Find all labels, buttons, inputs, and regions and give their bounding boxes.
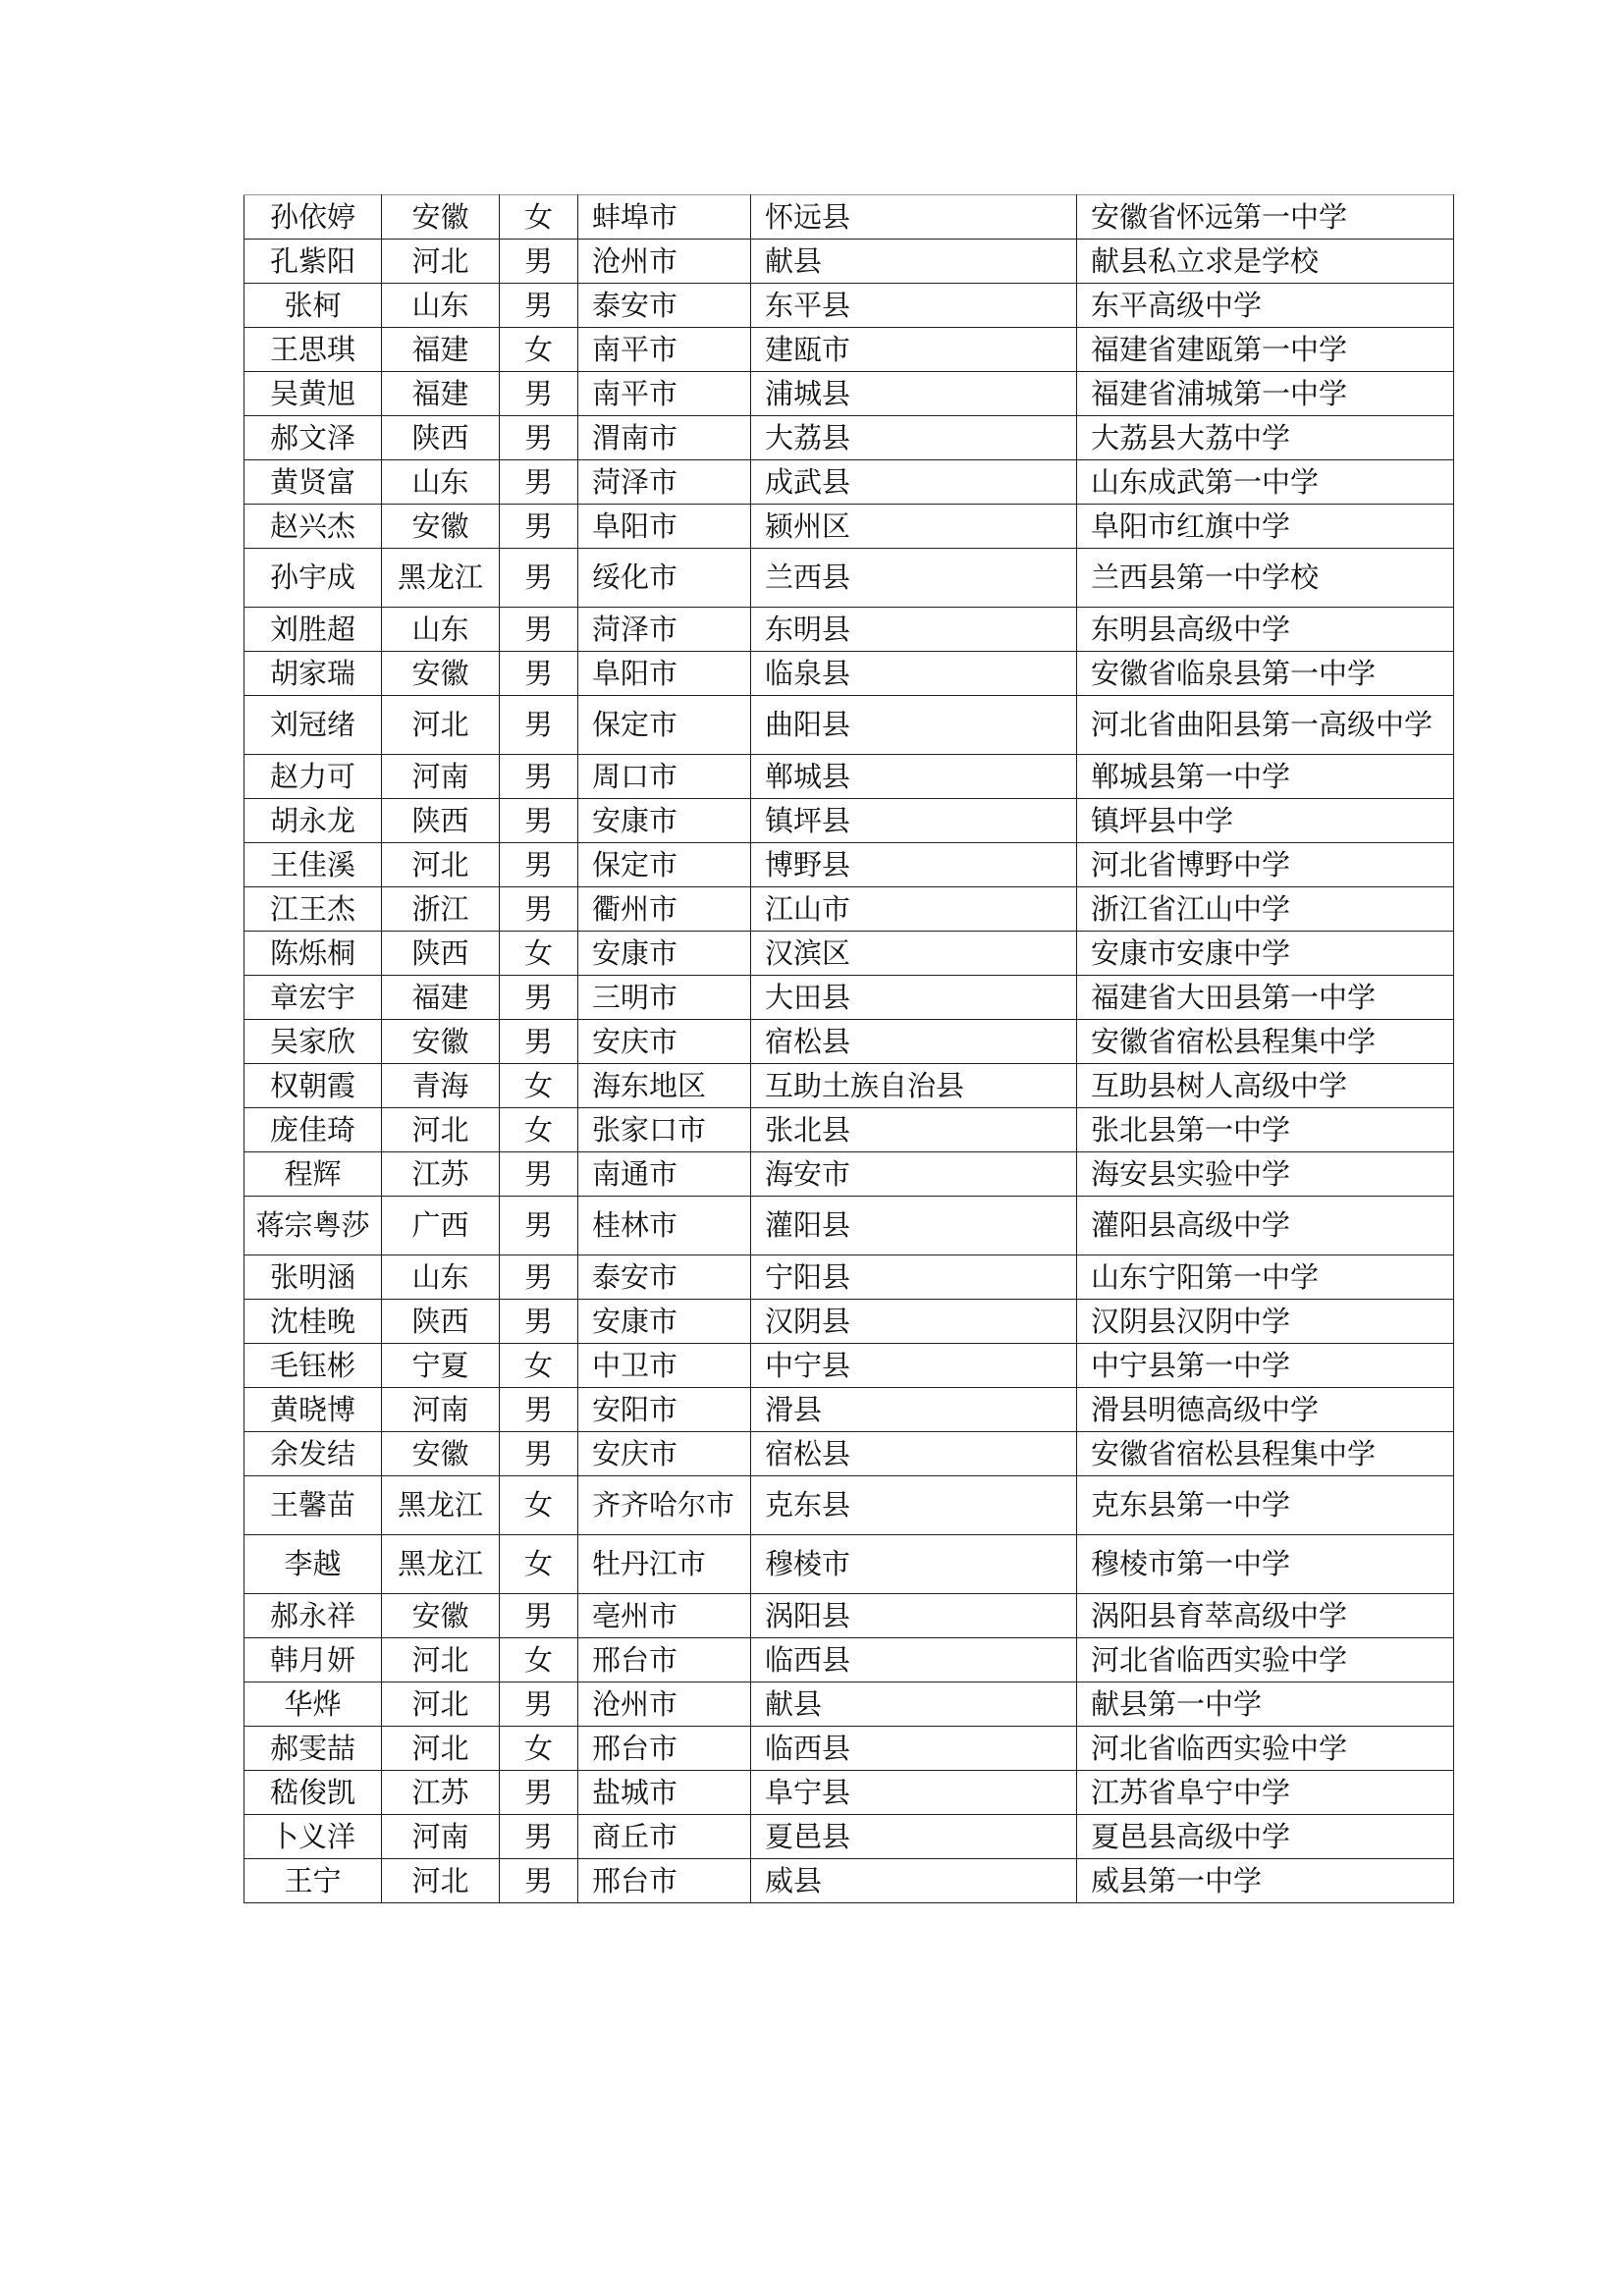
cell-city: 桂林市 <box>578 1197 751 1255</box>
cell-gender: 女 <box>500 1064 578 1108</box>
cell-gender: 男 <box>500 1432 578 1476</box>
cell-province: 山东 <box>382 1255 500 1300</box>
cell-student-name: 胡家瑞 <box>244 652 382 696</box>
cell-student-name: 刘冠绪 <box>244 696 382 755</box>
cell-county: 临泉县 <box>751 652 1077 696</box>
cell-student-name: 毛钰彬 <box>244 1344 382 1388</box>
cell-student-name: 华烨 <box>244 1682 382 1727</box>
cell-school: 河北省临西实验中学 <box>1077 1638 1454 1682</box>
cell-gender: 女 <box>500 1727 578 1771</box>
cell-student-name: 庞佳琦 <box>244 1108 382 1152</box>
table-row <box>244 328 1454 372</box>
table-row <box>244 549 1454 608</box>
cell-county: 怀远县 <box>751 195 1077 240</box>
cell-gender: 男 <box>500 240 578 284</box>
cell-city: 南平市 <box>578 328 751 372</box>
cell-city: 周口市 <box>578 755 751 799</box>
cell-city: 安康市 <box>578 799 751 843</box>
cell-county: 浦城县 <box>751 372 1077 416</box>
table-row <box>244 1815 1454 1859</box>
cell-student-name: 赵力可 <box>244 755 382 799</box>
cell-province: 广西 <box>382 1197 500 1255</box>
table-row <box>244 1064 1454 1108</box>
cell-city: 渭南市 <box>578 416 751 460</box>
cell-gender: 男 <box>500 755 578 799</box>
cell-student-name: 黄晓博 <box>244 1388 382 1432</box>
cell-province: 河南 <box>382 1388 500 1432</box>
cell-school: 河北省博野中学 <box>1077 843 1454 887</box>
cell-province: 福建 <box>382 328 500 372</box>
cell-county: 穆棱市 <box>751 1535 1077 1594</box>
cell-student-name: 韩月妍 <box>244 1638 382 1682</box>
cell-city: 菏泽市 <box>578 460 751 505</box>
cell-city: 沧州市 <box>578 1682 751 1727</box>
cell-school: 大荔县大荔中学 <box>1077 416 1454 460</box>
cell-gender: 男 <box>500 887 578 932</box>
cell-province: 安徽 <box>382 652 500 696</box>
cell-province: 青海 <box>382 1064 500 1108</box>
cell-province: 福建 <box>382 976 500 1020</box>
cell-province: 安徽 <box>382 1594 500 1638</box>
table-row <box>244 1300 1454 1344</box>
cell-gender: 男 <box>500 1255 578 1300</box>
cell-student-name: 张柯 <box>244 284 382 328</box>
table-row <box>244 887 1454 932</box>
cell-gender: 男 <box>500 1859 578 1903</box>
cell-school: 镇坪县中学 <box>1077 799 1454 843</box>
table-row <box>244 505 1454 549</box>
cell-school: 福建省大田县第一中学 <box>1077 976 1454 1020</box>
student-roster-table <box>244 194 1454 1903</box>
cell-city: 中卫市 <box>578 1344 751 1388</box>
table-row <box>244 1020 1454 1064</box>
cell-county: 互助土族自治县 <box>751 1064 1077 1108</box>
roster-body <box>244 195 1454 1903</box>
cell-city: 安康市 <box>578 932 751 976</box>
table-row <box>244 1594 1454 1638</box>
table-row <box>244 1638 1454 1682</box>
cell-student-name: 吴黄旭 <box>244 372 382 416</box>
cell-county: 献县 <box>751 240 1077 284</box>
cell-school: 灌阳县高级中学 <box>1077 1197 1454 1255</box>
cell-gender: 女 <box>500 1344 578 1388</box>
cell-city: 安阳市 <box>578 1388 751 1432</box>
cell-student-name: 孙宇成 <box>244 549 382 608</box>
cell-student-name: 王思琪 <box>244 328 382 372</box>
cell-county: 夏邑县 <box>751 1815 1077 1859</box>
cell-student-name: 赵兴杰 <box>244 505 382 549</box>
cell-school: 张北县第一中学 <box>1077 1108 1454 1152</box>
cell-gender: 男 <box>500 372 578 416</box>
cell-province: 江苏 <box>382 1152 500 1197</box>
cell-school: 阜阳市红旗中学 <box>1077 505 1454 549</box>
cell-gender: 女 <box>500 932 578 976</box>
cell-gender: 男 <box>500 799 578 843</box>
cell-student-name: 孔紫阳 <box>244 240 382 284</box>
table-row <box>244 1682 1454 1727</box>
cell-city: 齐齐哈尔市 <box>578 1476 751 1535</box>
cell-gender: 男 <box>500 1388 578 1432</box>
cell-province: 安徽 <box>382 195 500 240</box>
cell-city: 亳州市 <box>578 1594 751 1638</box>
cell-county: 建瓯市 <box>751 328 1077 372</box>
table-row <box>244 460 1454 505</box>
cell-school: 福建省建瓯第一中学 <box>1077 328 1454 372</box>
cell-county: 临西县 <box>751 1727 1077 1771</box>
cell-gender: 男 <box>500 608 578 652</box>
cell-province: 陕西 <box>382 1300 500 1344</box>
cell-city: 阜阳市 <box>578 652 751 696</box>
cell-county: 大荔县 <box>751 416 1077 460</box>
table-row <box>244 1771 1454 1815</box>
table-row <box>244 284 1454 328</box>
cell-city: 衢州市 <box>578 887 751 932</box>
cell-province: 河北 <box>382 1108 500 1152</box>
table-row <box>244 1255 1454 1300</box>
cell-gender: 女 <box>500 328 578 372</box>
cell-county: 宿松县 <box>751 1432 1077 1476</box>
table-row <box>244 976 1454 1020</box>
cell-gender: 男 <box>500 696 578 755</box>
cell-school: 威县第一中学 <box>1077 1859 1454 1903</box>
cell-city: 盐城市 <box>578 1771 751 1815</box>
table-row <box>244 1152 1454 1197</box>
cell-school: 山东成武第一中学 <box>1077 460 1454 505</box>
cell-student-name: 郝雯喆 <box>244 1727 382 1771</box>
cell-school: 安徽省宿松县程集中学 <box>1077 1432 1454 1476</box>
cell-gender: 女 <box>500 1476 578 1535</box>
cell-school: 东平高级中学 <box>1077 284 1454 328</box>
cell-province: 黑龙江 <box>382 1476 500 1535</box>
cell-province: 陕西 <box>382 416 500 460</box>
cell-city: 泰安市 <box>578 284 751 328</box>
cell-student-name: 孙依婷 <box>244 195 382 240</box>
table-row <box>244 372 1454 416</box>
cell-county: 宿松县 <box>751 1020 1077 1064</box>
cell-gender: 男 <box>500 1815 578 1859</box>
cell-county: 海安市 <box>751 1152 1077 1197</box>
cell-county: 克东县 <box>751 1476 1077 1535</box>
cell-city: 安康市 <box>578 1300 751 1344</box>
cell-city: 牡丹江市 <box>578 1535 751 1594</box>
cell-province: 黑龙江 <box>382 1535 500 1594</box>
cell-student-name: 沈桂晚 <box>244 1300 382 1344</box>
cell-gender: 男 <box>500 1771 578 1815</box>
cell-gender: 男 <box>500 1682 578 1727</box>
table-row <box>244 608 1454 652</box>
cell-county: 颍州区 <box>751 505 1077 549</box>
cell-student-name: 吴家欣 <box>244 1020 382 1064</box>
cell-school: 山东宁阳第一中学 <box>1077 1255 1454 1300</box>
cell-county: 汉滨区 <box>751 932 1077 976</box>
cell-student-name: 王馨苗 <box>244 1476 382 1535</box>
cell-county: 中宁县 <box>751 1344 1077 1388</box>
cell-province: 安徽 <box>382 1432 500 1476</box>
cell-school: 东明县高级中学 <box>1077 608 1454 652</box>
cell-city: 海东地区 <box>578 1064 751 1108</box>
cell-province: 陕西 <box>382 799 500 843</box>
cell-gender: 男 <box>500 1300 578 1344</box>
table-row <box>244 1727 1454 1771</box>
cell-province: 陕西 <box>382 932 500 976</box>
cell-student-name: 胡永龙 <box>244 799 382 843</box>
cell-school: 汉阴县汉阴中学 <box>1077 1300 1454 1344</box>
cell-city: 张家口市 <box>578 1108 751 1152</box>
cell-school: 海安县实验中学 <box>1077 1152 1454 1197</box>
cell-county: 张北县 <box>751 1108 1077 1152</box>
cell-county: 涡阳县 <box>751 1594 1077 1638</box>
cell-student-name: 刘胜超 <box>244 608 382 652</box>
cell-county: 东明县 <box>751 608 1077 652</box>
cell-student-name: 李越 <box>244 1535 382 1594</box>
cell-school: 安康市安康中学 <box>1077 932 1454 976</box>
cell-school: 互助县树人高级中学 <box>1077 1064 1454 1108</box>
cell-province: 河北 <box>382 843 500 887</box>
table-row <box>244 195 1454 240</box>
cell-province: 河南 <box>382 755 500 799</box>
cell-city: 邢台市 <box>578 1859 751 1903</box>
cell-gender: 男 <box>500 843 578 887</box>
cell-gender: 男 <box>500 1152 578 1197</box>
cell-county: 灌阳县 <box>751 1197 1077 1255</box>
cell-city: 蚌埠市 <box>578 195 751 240</box>
cell-county: 滑县 <box>751 1388 1077 1432</box>
cell-province: 河北 <box>382 1638 500 1682</box>
cell-gender: 男 <box>500 1594 578 1638</box>
cell-gender: 女 <box>500 1108 578 1152</box>
cell-school: 穆棱市第一中学 <box>1077 1535 1454 1594</box>
cell-county: 江山市 <box>751 887 1077 932</box>
cell-county: 献县 <box>751 1682 1077 1727</box>
cell-province: 河北 <box>382 1727 500 1771</box>
cell-gender: 女 <box>500 195 578 240</box>
cell-county: 汉阴县 <box>751 1300 1077 1344</box>
table-row <box>244 1197 1454 1255</box>
cell-city: 菏泽市 <box>578 608 751 652</box>
cell-gender: 男 <box>500 460 578 505</box>
cell-student-name: 王宁 <box>244 1859 382 1903</box>
cell-county: 阜宁县 <box>751 1771 1077 1815</box>
cell-gender: 男 <box>500 652 578 696</box>
cell-city: 安庆市 <box>578 1020 751 1064</box>
cell-student-name: 黄贤富 <box>244 460 382 505</box>
cell-gender: 男 <box>500 1020 578 1064</box>
table-row <box>244 1476 1454 1535</box>
cell-student-name: 江王杰 <box>244 887 382 932</box>
cell-gender: 女 <box>500 1638 578 1682</box>
cell-school: 河北省临西实验中学 <box>1077 1727 1454 1771</box>
cell-county: 博野县 <box>751 843 1077 887</box>
cell-city: 阜阳市 <box>578 505 751 549</box>
table-row <box>244 240 1454 284</box>
cell-county: 曲阳县 <box>751 696 1077 755</box>
table-row <box>244 1344 1454 1388</box>
cell-province: 江苏 <box>382 1771 500 1815</box>
cell-city: 三明市 <box>578 976 751 1020</box>
cell-province: 黑龙江 <box>382 549 500 608</box>
table-row <box>244 1108 1454 1152</box>
cell-student-name: 蒋宗粤莎 <box>244 1197 382 1255</box>
cell-student-name: 程辉 <box>244 1152 382 1197</box>
cell-county: 郸城县 <box>751 755 1077 799</box>
cell-city: 南平市 <box>578 372 751 416</box>
cell-county: 东平县 <box>751 284 1077 328</box>
table-row <box>244 696 1454 755</box>
cell-province: 河北 <box>382 1859 500 1903</box>
cell-school: 克东县第一中学 <box>1077 1476 1454 1535</box>
cell-school: 郸城县第一中学 <box>1077 755 1454 799</box>
table-row <box>244 932 1454 976</box>
cell-student-name: 陈烁桐 <box>244 932 382 976</box>
cell-student-name: 余发结 <box>244 1432 382 1476</box>
cell-city: 商丘市 <box>578 1815 751 1859</box>
cell-school: 兰西县第一中学校 <box>1077 549 1454 608</box>
table-row <box>244 652 1454 696</box>
cell-gender: 男 <box>500 505 578 549</box>
cell-gender: 男 <box>500 976 578 1020</box>
table-row <box>244 799 1454 843</box>
cell-student-name: 卜义洋 <box>244 1815 382 1859</box>
cell-county: 镇坪县 <box>751 799 1077 843</box>
cell-student-name: 权朝霞 <box>244 1064 382 1108</box>
cell-province: 宁夏 <box>382 1344 500 1388</box>
cell-province: 浙江 <box>382 887 500 932</box>
cell-province: 河北 <box>382 1682 500 1727</box>
cell-city: 保定市 <box>578 696 751 755</box>
cell-city: 南通市 <box>578 1152 751 1197</box>
cell-city: 保定市 <box>578 843 751 887</box>
cell-student-name: 王佳溪 <box>244 843 382 887</box>
cell-school: 浙江省江山中学 <box>1077 887 1454 932</box>
cell-school: 福建省浦城第一中学 <box>1077 372 1454 416</box>
table-row <box>244 1859 1454 1903</box>
cell-school: 江苏省阜宁中学 <box>1077 1771 1454 1815</box>
cell-province: 福建 <box>382 372 500 416</box>
table-row <box>244 755 1454 799</box>
cell-school: 夏邑县高级中学 <box>1077 1815 1454 1859</box>
cell-province: 河南 <box>382 1815 500 1859</box>
cell-school: 中宁县第一中学 <box>1077 1344 1454 1388</box>
cell-gender: 男 <box>500 284 578 328</box>
cell-school: 河北省曲阳县第一高级中学 <box>1077 696 1454 755</box>
cell-school: 安徽省宿松县程集中学 <box>1077 1020 1454 1064</box>
cell-student-name: 郝永祥 <box>244 1594 382 1638</box>
cell-school: 献县私立求是学校 <box>1077 240 1454 284</box>
cell-school: 滑县明德高级中学 <box>1077 1388 1454 1432</box>
cell-county: 宁阳县 <box>751 1255 1077 1300</box>
cell-province: 安徽 <box>382 505 500 549</box>
cell-city: 邢台市 <box>578 1638 751 1682</box>
cell-school: 涡阳县育萃高级中学 <box>1077 1594 1454 1638</box>
cell-county: 临西县 <box>751 1638 1077 1682</box>
cell-city: 安庆市 <box>578 1432 751 1476</box>
table-row <box>244 416 1454 460</box>
cell-county: 成武县 <box>751 460 1077 505</box>
cell-school: 安徽省临泉县第一中学 <box>1077 652 1454 696</box>
table-row <box>244 1388 1454 1432</box>
cell-province: 山东 <box>382 460 500 505</box>
table-row <box>244 1432 1454 1476</box>
cell-city: 沧州市 <box>578 240 751 284</box>
cell-gender: 男 <box>500 1197 578 1255</box>
cell-student-name: 章宏宇 <box>244 976 382 1020</box>
cell-province: 河北 <box>382 240 500 284</box>
cell-county: 威县 <box>751 1859 1077 1903</box>
cell-province: 河北 <box>382 696 500 755</box>
table-row <box>244 1535 1454 1594</box>
cell-student-name: 郝文泽 <box>244 416 382 460</box>
cell-school: 献县第一中学 <box>1077 1682 1454 1727</box>
cell-gender: 男 <box>500 549 578 608</box>
cell-gender: 女 <box>500 1535 578 1594</box>
cell-province: 山东 <box>382 284 500 328</box>
cell-province: 山东 <box>382 608 500 652</box>
cell-city: 泰安市 <box>578 1255 751 1300</box>
cell-county: 大田县 <box>751 976 1077 1020</box>
cell-gender: 男 <box>500 416 578 460</box>
cell-student-name: 嵇俊凯 <box>244 1771 382 1815</box>
cell-county: 兰西县 <box>751 549 1077 608</box>
cell-province: 安徽 <box>382 1020 500 1064</box>
cell-school: 安徽省怀远第一中学 <box>1077 195 1454 240</box>
cell-city: 邢台市 <box>578 1727 751 1771</box>
cell-city: 绥化市 <box>578 549 751 608</box>
table-row <box>244 843 1454 887</box>
cell-student-name: 张明涵 <box>244 1255 382 1300</box>
